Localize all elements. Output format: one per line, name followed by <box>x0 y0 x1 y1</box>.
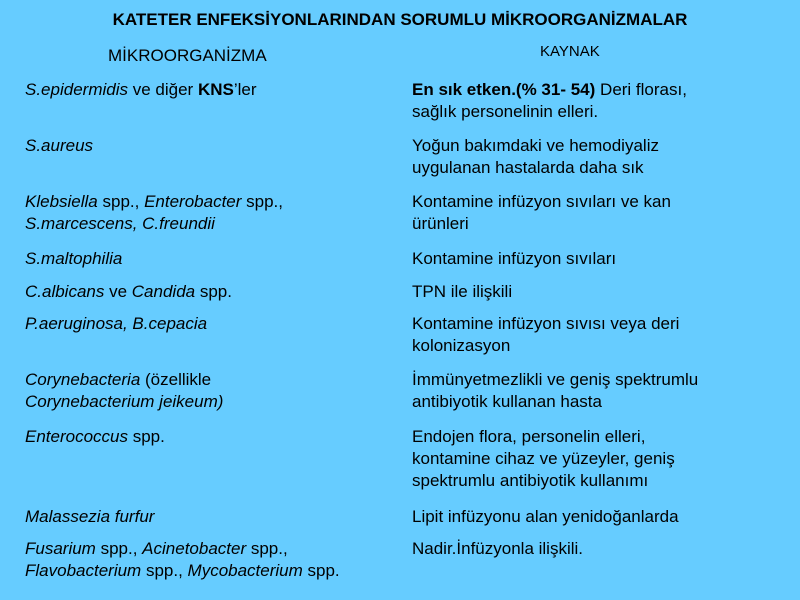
source-cell-text: ürünleri <box>412 214 469 233</box>
organism-cell-line <box>25 135 405 157</box>
source-cell-text: Endojen flora, personelin elleri, <box>412 427 646 446</box>
organism-cell-line <box>25 391 405 413</box>
organism-cell-text: S.epidermidis <box>25 80 128 99</box>
organism-cell-text: Corynebacterium jeikeum) <box>25 392 224 411</box>
organism-cell <box>25 79 405 101</box>
organism-cell-text: spp., <box>141 561 188 580</box>
source-cell-text: antibiyotik kullanan hasta <box>412 392 602 411</box>
source-cell-line <box>412 313 787 335</box>
source-cell-line <box>412 506 787 528</box>
source-cell <box>412 191 787 235</box>
organism-cell-line <box>25 560 405 582</box>
source-cell-line <box>412 135 787 157</box>
source-cell-line <box>412 538 787 560</box>
organism-cell-line <box>25 506 405 528</box>
source-cell-text: uygulanan hastalarda daha sık <box>412 158 644 177</box>
organism-cell-text: spp. <box>302 561 340 580</box>
organism-cell-text: S.aureus <box>25 136 94 155</box>
source-cell-text: Nadir.İnfüzyonla ilişkili. <box>412 539 584 558</box>
organism-cell-line <box>25 369 405 391</box>
source-cell-line <box>412 426 787 448</box>
organism-cell-text: P.aeruginosa, B.cepacia <box>25 314 208 333</box>
organism-cell-text: (özellikle <box>140 370 212 389</box>
source-cell-text: Deri florası, <box>595 80 687 99</box>
organism-cell-line <box>25 191 405 213</box>
source-cell-text: En sık etken.(% 31- 54) <box>412 80 596 99</box>
source-cell <box>412 506 787 528</box>
organism-cell-text: Enterococcus <box>25 427 128 446</box>
organism-cell <box>25 369 405 413</box>
organism-cell-text: spp., <box>95 539 143 558</box>
source-cell-text: kontamine cihaz ve yüzeyler, geniş <box>412 449 675 468</box>
organism-cell <box>25 426 405 448</box>
source-cell-line <box>412 248 787 270</box>
organism-cell-line <box>25 213 405 235</box>
source-cell-text: Kontamine infüzyon sıvıları <box>412 249 617 268</box>
organism-cell-text: ve diğer <box>128 80 198 99</box>
source-cell-text: Lipit infüzyonu alan yenidoğanlarda <box>412 507 679 526</box>
organism-cell-line <box>25 426 405 448</box>
source-cell <box>412 313 787 357</box>
source-cell-line <box>412 157 787 179</box>
source-cell-line <box>412 191 787 213</box>
organism-cell-text: Mycobacterium <box>187 561 303 580</box>
organism-cell-text: spp., <box>97 192 145 211</box>
source-cell-text: TPN ile ilişkili <box>412 282 513 301</box>
organism-cell-text: S.marcescens, C.freundii <box>25 214 215 233</box>
organism-cell-text: Corynebacteria <box>25 370 141 389</box>
organism-cell-text: Acinetobacter <box>142 539 247 558</box>
source-cell-line <box>412 101 787 123</box>
organism-cell <box>25 135 405 157</box>
source-cell-line <box>412 335 787 357</box>
source-cell-line <box>412 369 787 391</box>
organism-cell-text: ve <box>104 282 132 301</box>
column-header-source: KAYNAK <box>540 43 600 60</box>
organism-cell-text: ’ler <box>233 80 257 99</box>
organism-cell-text: KNS <box>197 80 234 99</box>
source-cell-line <box>412 281 787 303</box>
organism-cell-line <box>25 281 405 303</box>
organism-cell-text: spp., <box>241 192 284 211</box>
organism-cell <box>25 506 405 528</box>
organism-cell-text: spp. <box>195 282 232 301</box>
source-cell-line <box>412 79 787 101</box>
source-cell <box>412 369 787 413</box>
organism-cell-text: Fusarium <box>25 539 96 558</box>
source-cell-text: Kontamine infüzyon sıvısı veya deri <box>412 314 680 333</box>
organism-cell-text: C.albicans <box>25 282 105 301</box>
organism-cell-text: S.maltophilia <box>25 249 123 268</box>
source-cell-text: İmmünyetmezlikli ve geniş spektrumlu <box>412 370 699 389</box>
slide-title: KATETER ENFEKSİYONLARINDAN SORUMLU MİKROORGANİZMALAR <box>112 10 688 29</box>
source-cell-line <box>412 213 787 235</box>
source-cell <box>412 426 787 492</box>
source-cell-text: sağlık personelinin elleri. <box>412 102 599 121</box>
organism-cell-text: Candida <box>131 282 196 301</box>
source-cell <box>412 538 787 560</box>
source-cell-line <box>412 470 787 492</box>
organism-cell-line <box>25 248 405 270</box>
organism-cell <box>25 191 405 235</box>
source-cell-text: kolonizasyon <box>412 336 511 355</box>
organism-cell-text: spp. <box>128 427 165 446</box>
source-cell <box>412 79 787 123</box>
organism-cell-line <box>25 79 405 101</box>
organism-cell-line <box>25 538 405 560</box>
source-cell-text: Yoğun bakımdaki ve hemodiyaliz <box>412 136 659 155</box>
organism-cell <box>25 313 405 335</box>
source-cell <box>412 248 787 270</box>
organism-cell <box>25 248 405 270</box>
organism-cell-text: Klebsiella <box>25 192 98 211</box>
organism-cell-text: Flavobacterium <box>25 561 142 580</box>
source-cell-line <box>412 391 787 413</box>
source-cell-text: Kontamine infüzyon sıvıları ve kan <box>412 192 671 211</box>
source-cell-text: spektrumlu antibiyotik kullanımı <box>412 471 649 490</box>
organism-cell-text: spp., <box>246 539 288 558</box>
organism-cell <box>25 281 405 303</box>
source-cell-line <box>412 448 787 470</box>
organism-cell-text: Malassezia furfur <box>25 507 155 526</box>
organism-cell <box>25 538 405 582</box>
column-header-organism: MİKROORGANİZMA <box>108 46 267 65</box>
organism-cell-text: Enterobacter <box>144 192 242 211</box>
organism-cell-line <box>25 313 405 335</box>
source-cell <box>412 135 787 179</box>
source-cell <box>412 281 787 303</box>
